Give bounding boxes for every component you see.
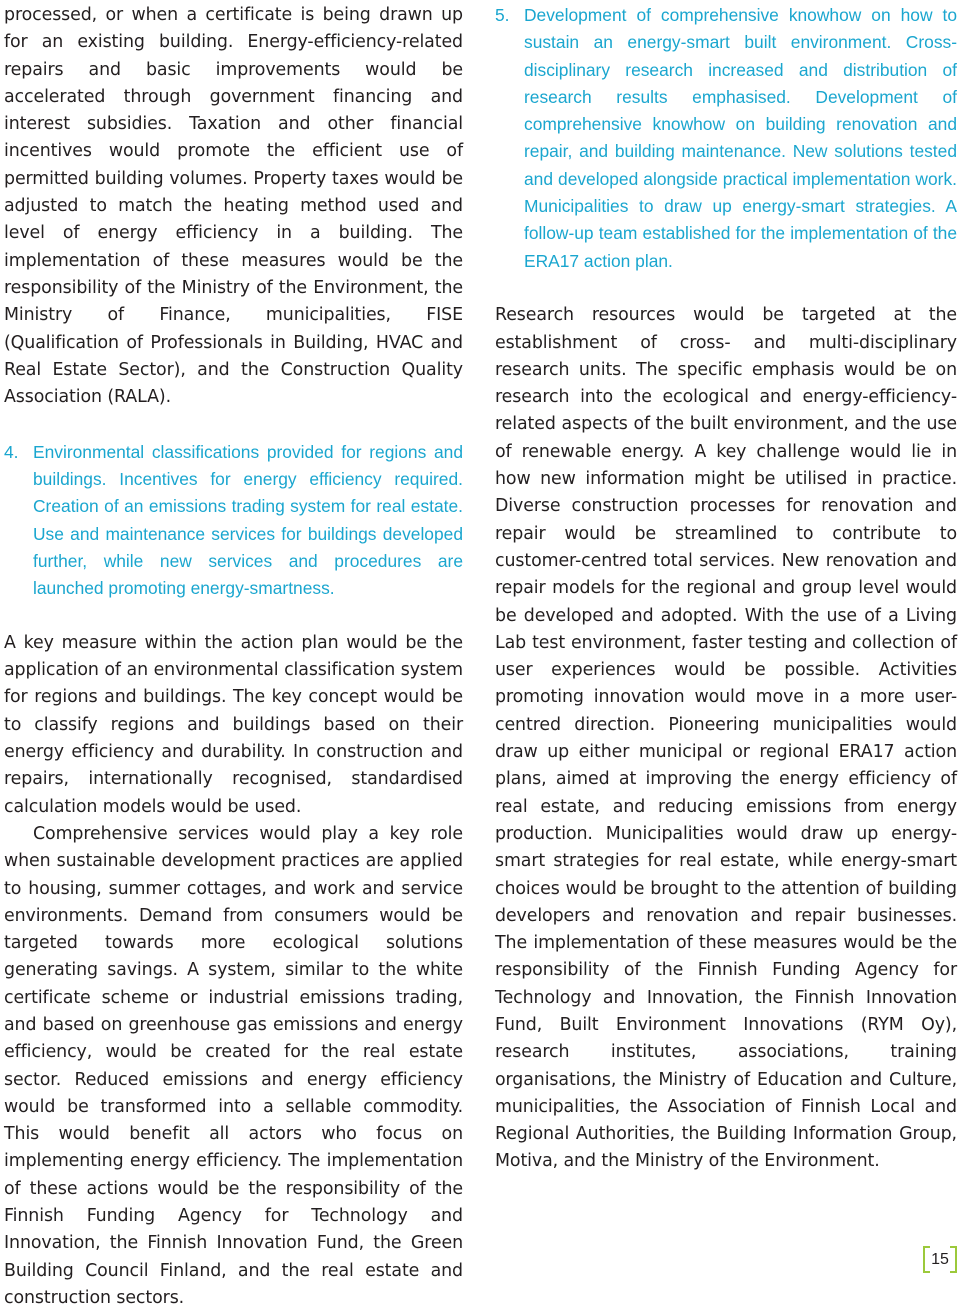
right-column xyxy=(495,2,957,1176)
left-paragraph-3: Comprehensive services would play a key role when sustainable development practices are applied to housing, summer cottages, and work and service environments. Demand from consumers would be targeted towards more ecological solutions generating savings. A system, similar to the white certificate scheme or industrial emissions trading, and based on greenhouse gas emissions and energy efficiency, would be created for the real estate sector. Reduced emissions and energy efficiency would be transformed into a sellable commodity. This would benefit all actors who focus on implementing energy efficiency. The implementation of these actions would be the responsibility of the Finnish Funding Agency for Technology and Innovation, the Finnish Innovation Fund, the Green Building Council Finland, and the real estate and construction sectors. xyxy=(4,823,463,1308)
right-paragraph-1: Research resources would be targeted at the establishment of cross- and multi-disciplinary research units. The specific emphasis would be on research into the ecological and energy-efficiency-related aspects of the built environment, and the use of renewable energy. A key challenge would lie in how new information might be utilised in practice. Diverse construction processes for renovation and repair would be streamlined to contribute to customer-centred total services. New renovation and repair models for the regional and group level would be developed and adopted. With the use of a Living Lab test environment, faster testing and collection of user experiences would be possible. Activities promoting innovation would move in a more user-centred direction. Pioneering municipalities would draw up either municipal or regional ERA17 action plans, aimed at improving the energy efficiency of real estate, and reducing emissions from energy production. Municipalities would draw up energy-smart strategies for real estate, while energy-smart choices would be brought to the attention of building developers and renovation and repair businesses. The implementation of these measures would be the responsibility of the Finnish Funding Agency for Technology and Innovation, the Finnish Innovation Fund, Built Environment Innovations (RYM Oy), research institutes, associations, training organisations, the Ministry of Education and Culture, municipalities, the Association of Finnish Local and Regional Authorities, the Building Information Group, Motiva, and the Ministry of the Environment. xyxy=(495,305,957,1172)
left-paragraph-1: processed, or when a certificate is being drawn up for an existing building. Energy-efficiency-related repairs and basic improvements would be accelerated through government financing and interest subsidies. Taxation and other financial incentives would promote the efficient use of permitted building volumes. Property taxes would be adjusted to match the heating method used and level of energy efficiency in a building. The implementation of these measures would be the responsibility of the Ministry of the Environment, the Ministry of Finance, municipalities, FISE (Qualification of Professionals in Building, HVAC and Real Estate Sector), and the Construction Quality Association (RALA). xyxy=(4,5,463,408)
right-bracket xyxy=(950,1246,957,1273)
section-4-number: 4. xyxy=(4,441,19,462)
section-5-number: 5. xyxy=(495,5,510,25)
section-5-heading xyxy=(495,2,957,275)
left-column xyxy=(4,2,463,1312)
page-number xyxy=(923,1246,957,1273)
section-4-heading xyxy=(4,439,463,603)
left-bracket xyxy=(923,1246,930,1273)
section-4-text: Environmental classifications provided for regions and buildings. Incentives for energy efficiency required. Creation of an emissions trading system for real estate. Use and maintenance services for buildings developed further, while new services and procedures are launched promoting energy-smartness. xyxy=(33,441,463,599)
page-number-text: 15 xyxy=(931,1250,949,1268)
left-paragraph-2: A key measure within the action plan would be the application of an environmental classification system for regions and buildings. The key concept would be to classify regions and buildings based on their energy efficiency and durability. In construction and repairs, internationally recognised, standardised calculation models would be used. xyxy=(4,632,463,817)
section-5-text: Development of comprehensive knowhow on how to sustain an energy-smart built environment. Cross-disciplinary research increased and distribution of research results emphasised. Development of comprehensive knowhow on building renovation and repair, and building maintenance. New solutions tested and developed alongside practical implementation work. Municipalities to draw up energy-smart strategies. A follow-up team established for the implementation of the ERA17 action plan. xyxy=(524,5,957,271)
